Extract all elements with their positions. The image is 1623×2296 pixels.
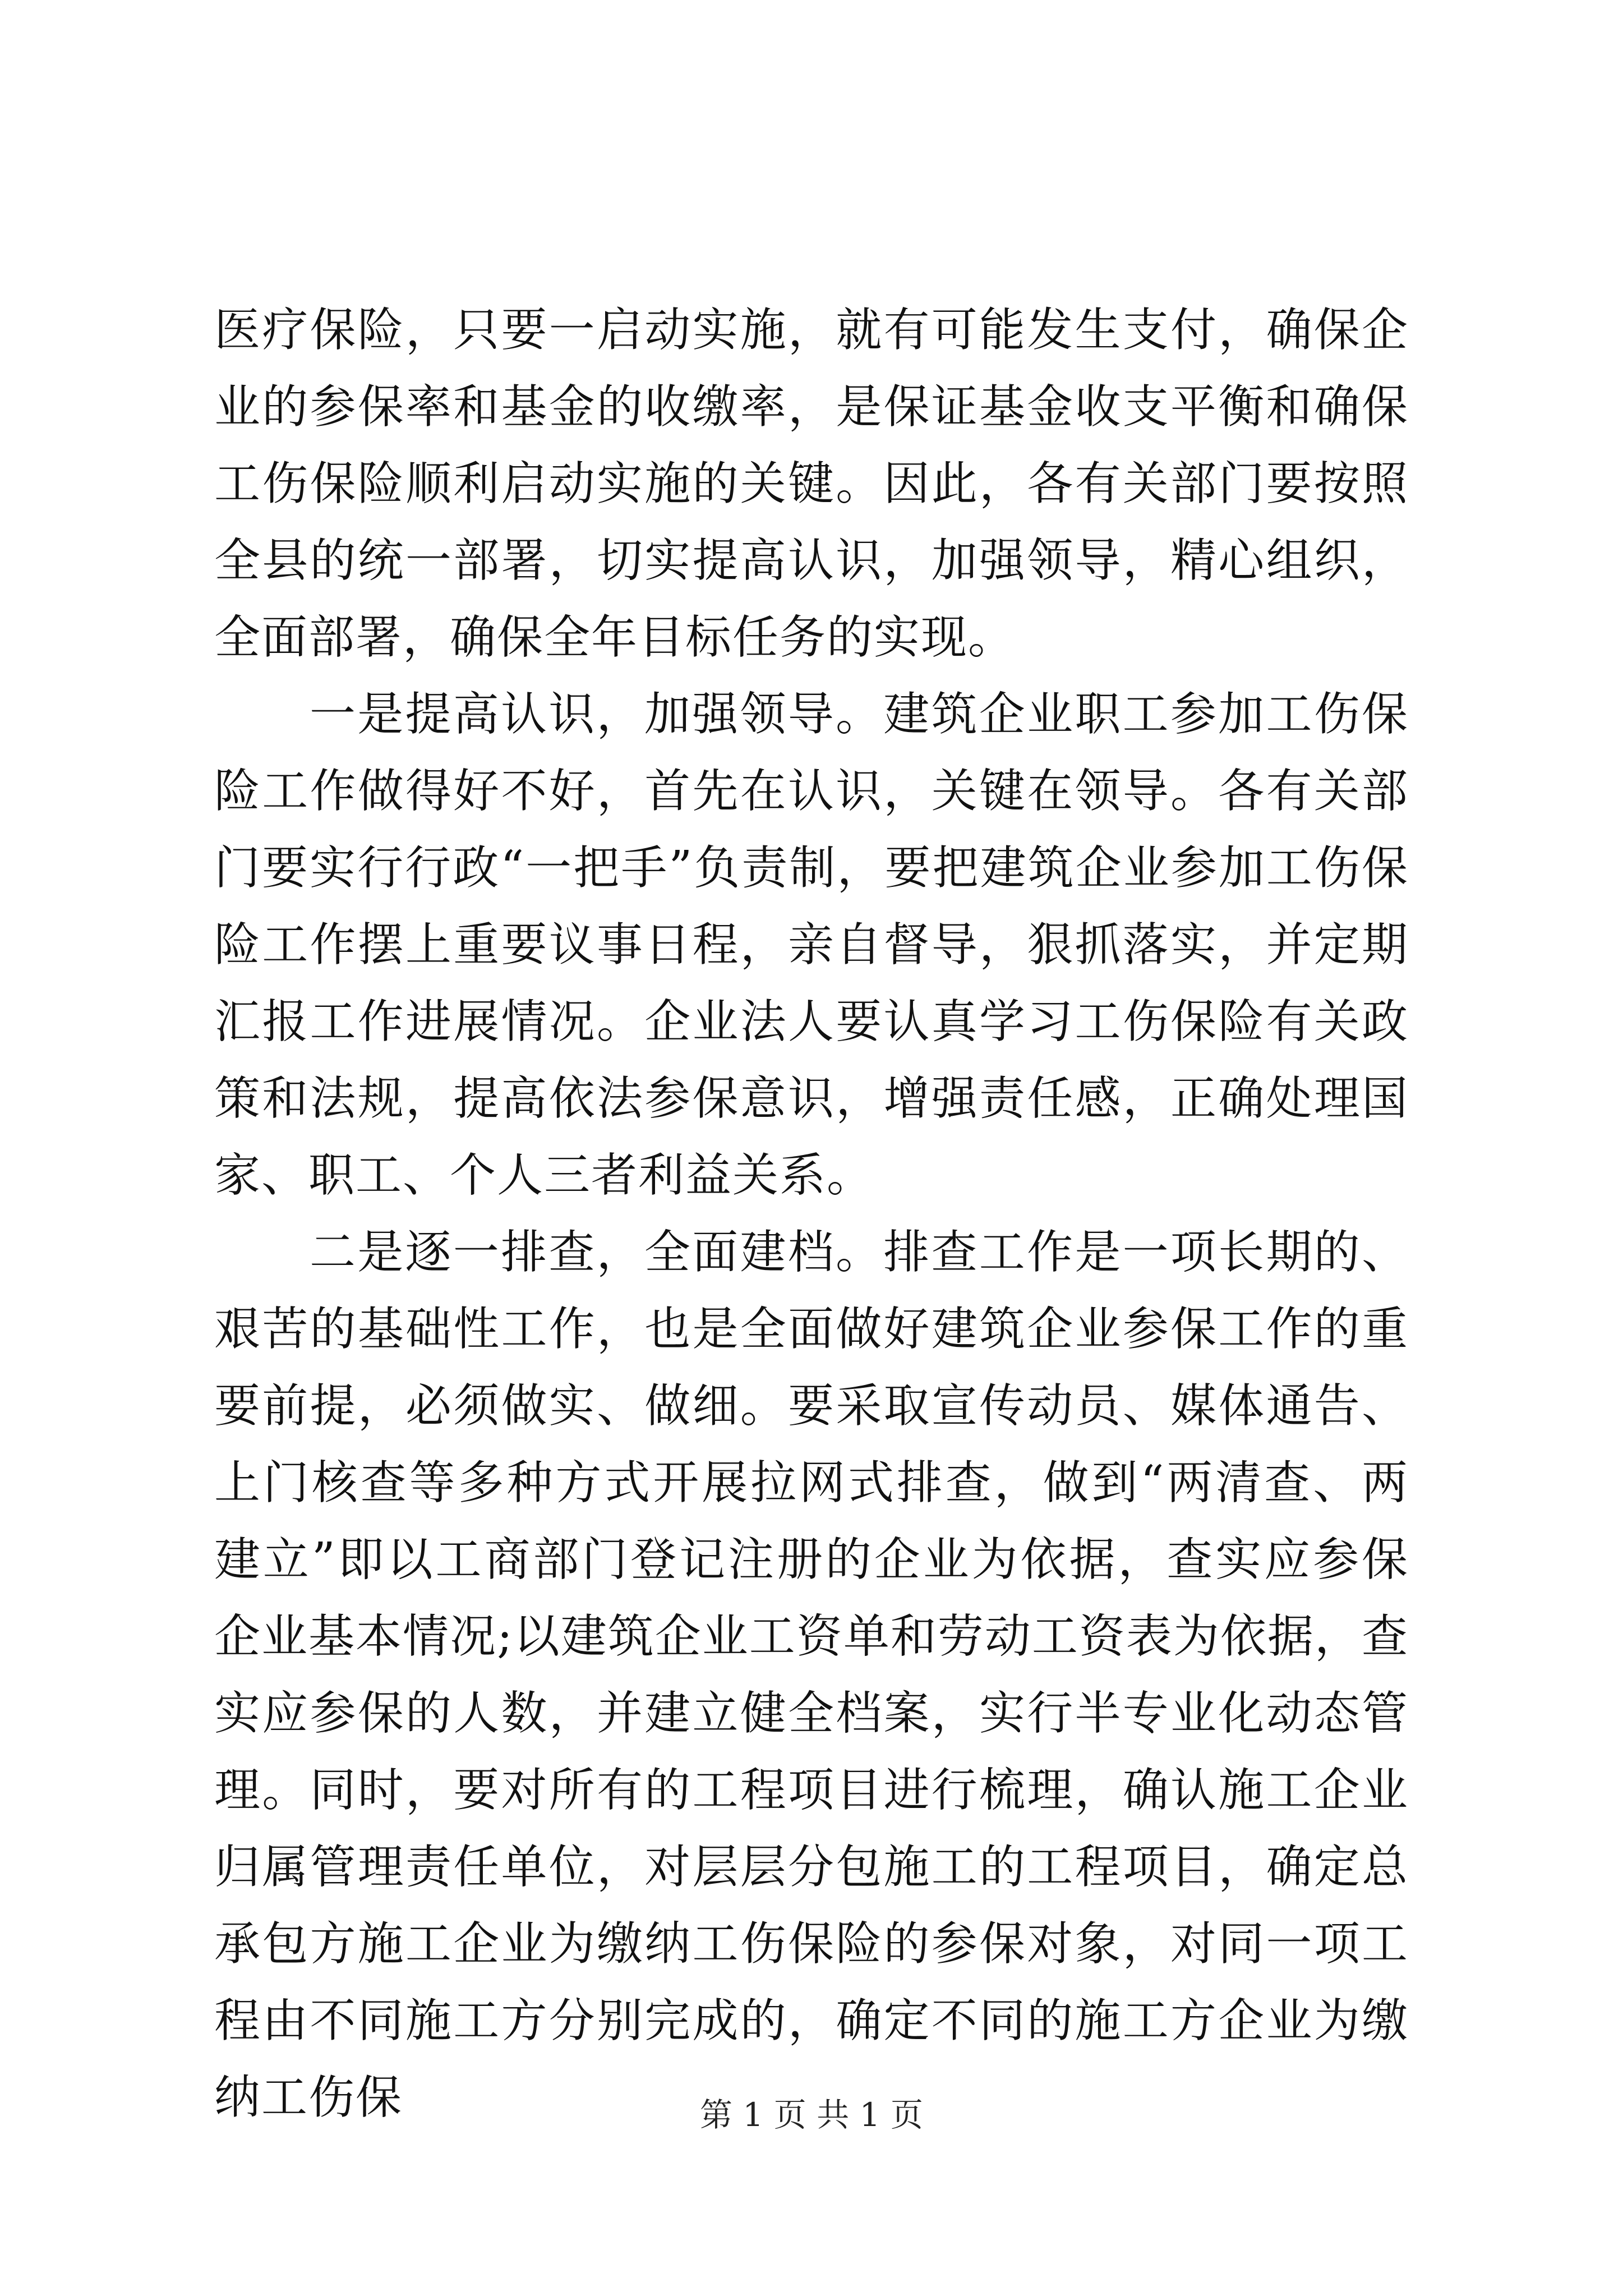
page-footer: 第 1 页 共 1 页 <box>700 2096 923 2134</box>
paragraph-point-one: 一是提高认识，加强领导。建筑企业职工参加工伤保险工作做得好不好，首先在认识，关键在领导。各有关部门要实行行政“一把手”负责制，要把建筑企业参加工伤保险工作摆上重要议事日程，亲自督导，狠抓落实，并定期汇报工作进展情况。企业法人要认真学习工伤保险有关政策和法规，提高依法参保意识，增强责任感，正确处理国家、职工、个人三者利益关系。 <box>214 688 1409 1202</box>
document-body <box>214 292 1409 2136</box>
paragraph-point-two: 二是逐一排查，全面建档。排查工作是一项长期的、艰苦的基础性工作，也是全面做好建筑企业参保工作的重要前提，必须做实、做细。要采取宣传动员、媒体通告、上门核查等多种方式开展拉网式排查，做到“两清查、两建立”即以工商部门登记注册的企业为依据，查实应参保企业基本情况;以建筑企业工资单和劳动工资表为依据，查实应参保的人数，并建立健全档案，实行半专业化动态管理。同时，要对所有的工程项目进行梳理，确认施工企业归属管理责任单位，对层层分包施工的工程项目，确定总承包方施工企业为缴纳工伤保险的参保对象，对同一项工程由不同施工方分别完成的，确定不同的施工方企业为缴纳工伤保 <box>214 1226 1409 2124</box>
paragraph-continuation: 医疗保险，只要一启动实施，就有可能发生支付，确保企业的参保率和基金的收缴率，是保证基金收支平衡和确保工伤保险顺利启动实施的关键。因此，各有关部门要按照全县的统一部署，切实提高认识，加强领导，精心组织，全面部署，确保全年目标任务的实现。 <box>214 303 1409 664</box>
